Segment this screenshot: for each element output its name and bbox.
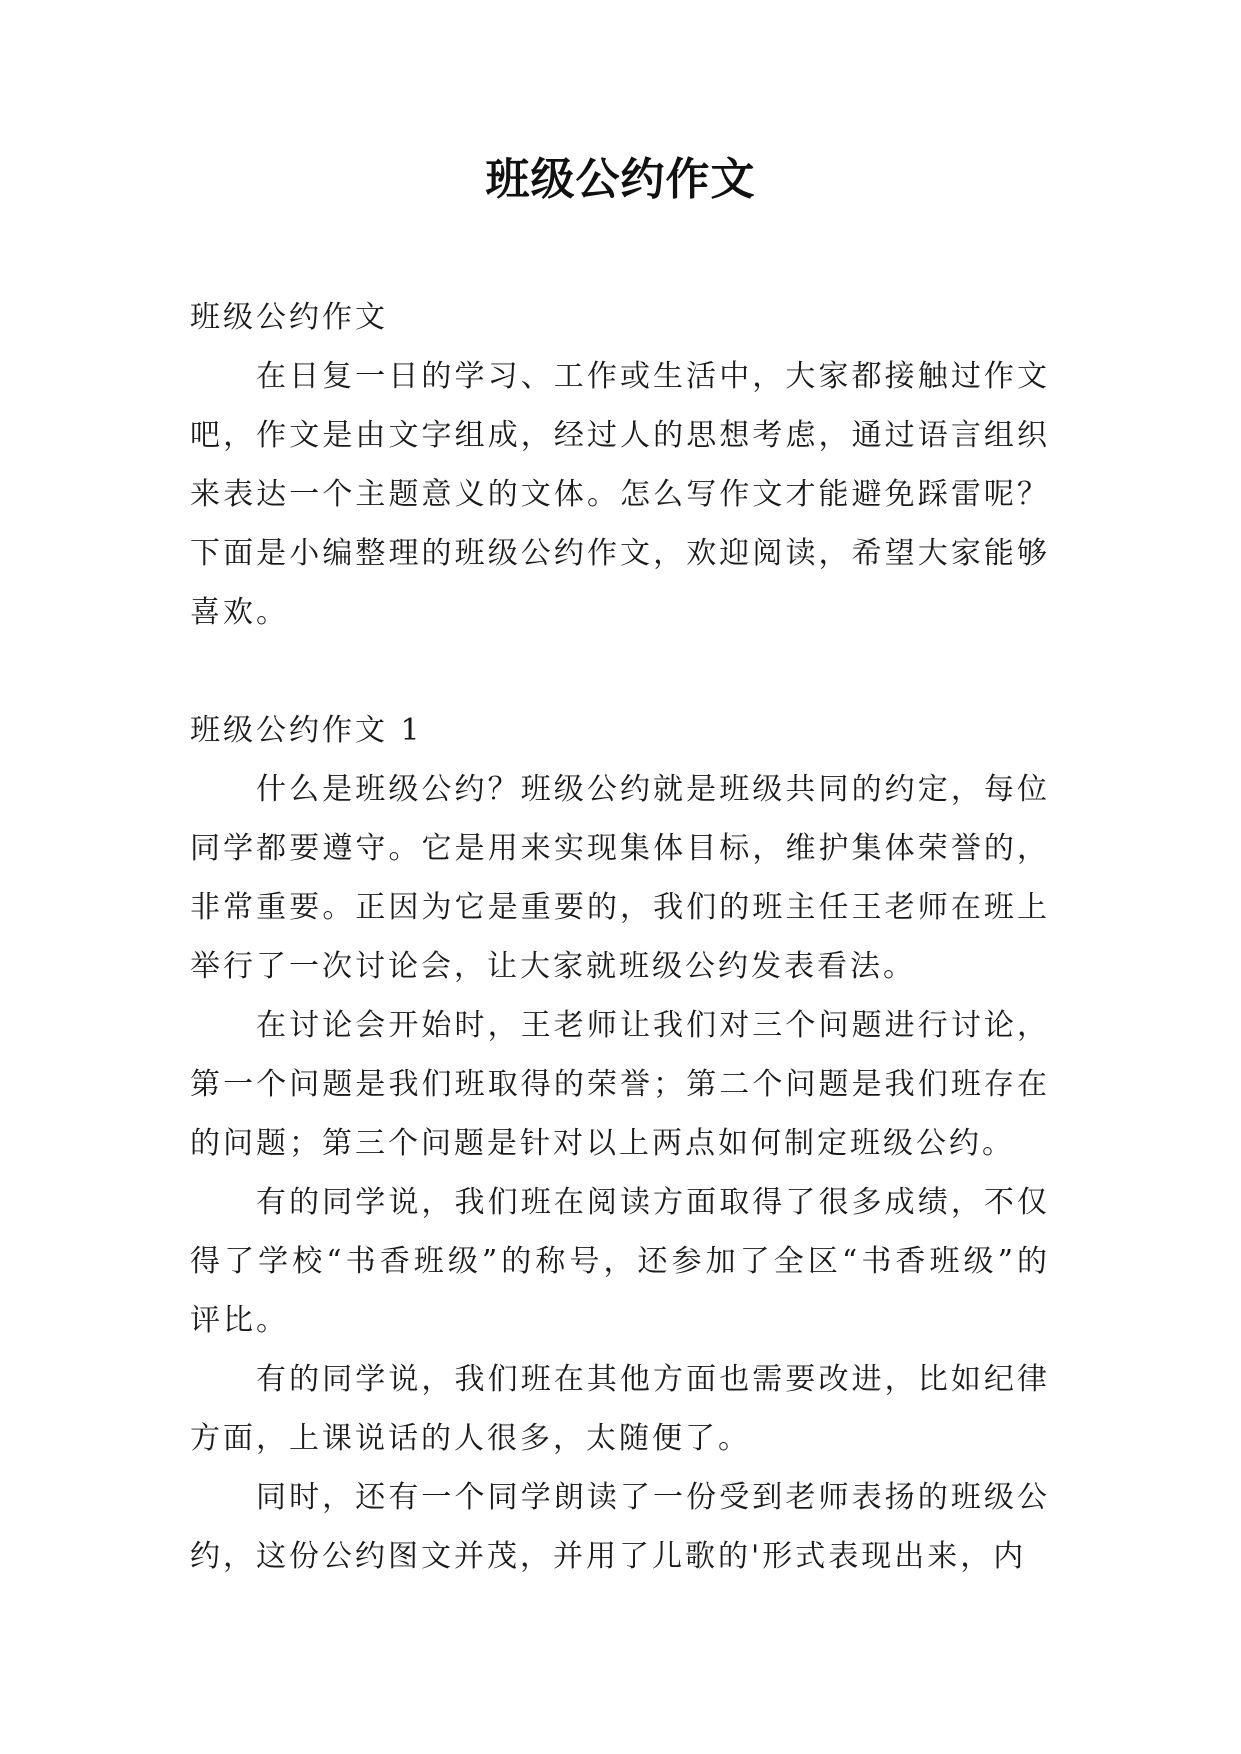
section-heading: 班级公约作文 1 [190, 713, 423, 748]
body-paragraph: 什么是班级公约？班级公约就是班级共同的约定，每位同学都要遵守。它是用来实现集体目标，维护集体荣誉的，非常重要。正因为它是重要的，我们的班主任王老师在班上举行了一次讨论会，让大家就班级公约发表看法。 [190, 772, 1050, 984]
body-paragraph: 有的同学说，我们班在其他方面也需要改进，比如纪律方面，上课说话的人很多，太随便了。 [190, 1362, 1050, 1456]
body-paragraph: 有的同学说，我们班在阅读方面取得了很多成绩，不仅得了学校“书香班级”的称号，还参加了全区“书香班级”的评比。 [190, 1185, 1050, 1338]
page-title: 班级公约作文 [485, 154, 756, 205]
body-paragraph: 在讨论会开始时，王老师让我们对三个问题进行讨论，第一个问题是我们班取得的荣誉；第二个问题是我们班存在的问题；第三个问题是针对以上两点如何制定班级公约。 [190, 1008, 1050, 1161]
intro-paragraph: 在日复一日的学习、工作或生活中，大家都接触过作文吧，作文是由文字组成，经过人的思想考虑，通过语言组织来表达一个主题意义的文体。怎么写作文才能避免踩雷呢？下面是小编整理的班级公约作文，欢迎阅读，希望大家能够喜欢。 [190, 359, 1050, 630]
document-body [190, 288, 1050, 1586]
intro-heading: 班级公约作文 [190, 300, 388, 335]
body-paragraph: 同时，还有一个同学朗读了一份受到老师表扬的班级公约，这份公约图文并茂，并用了儿歌的'形式表现出来，内 [190, 1480, 1050, 1574]
section-gap [190, 642, 1050, 701]
